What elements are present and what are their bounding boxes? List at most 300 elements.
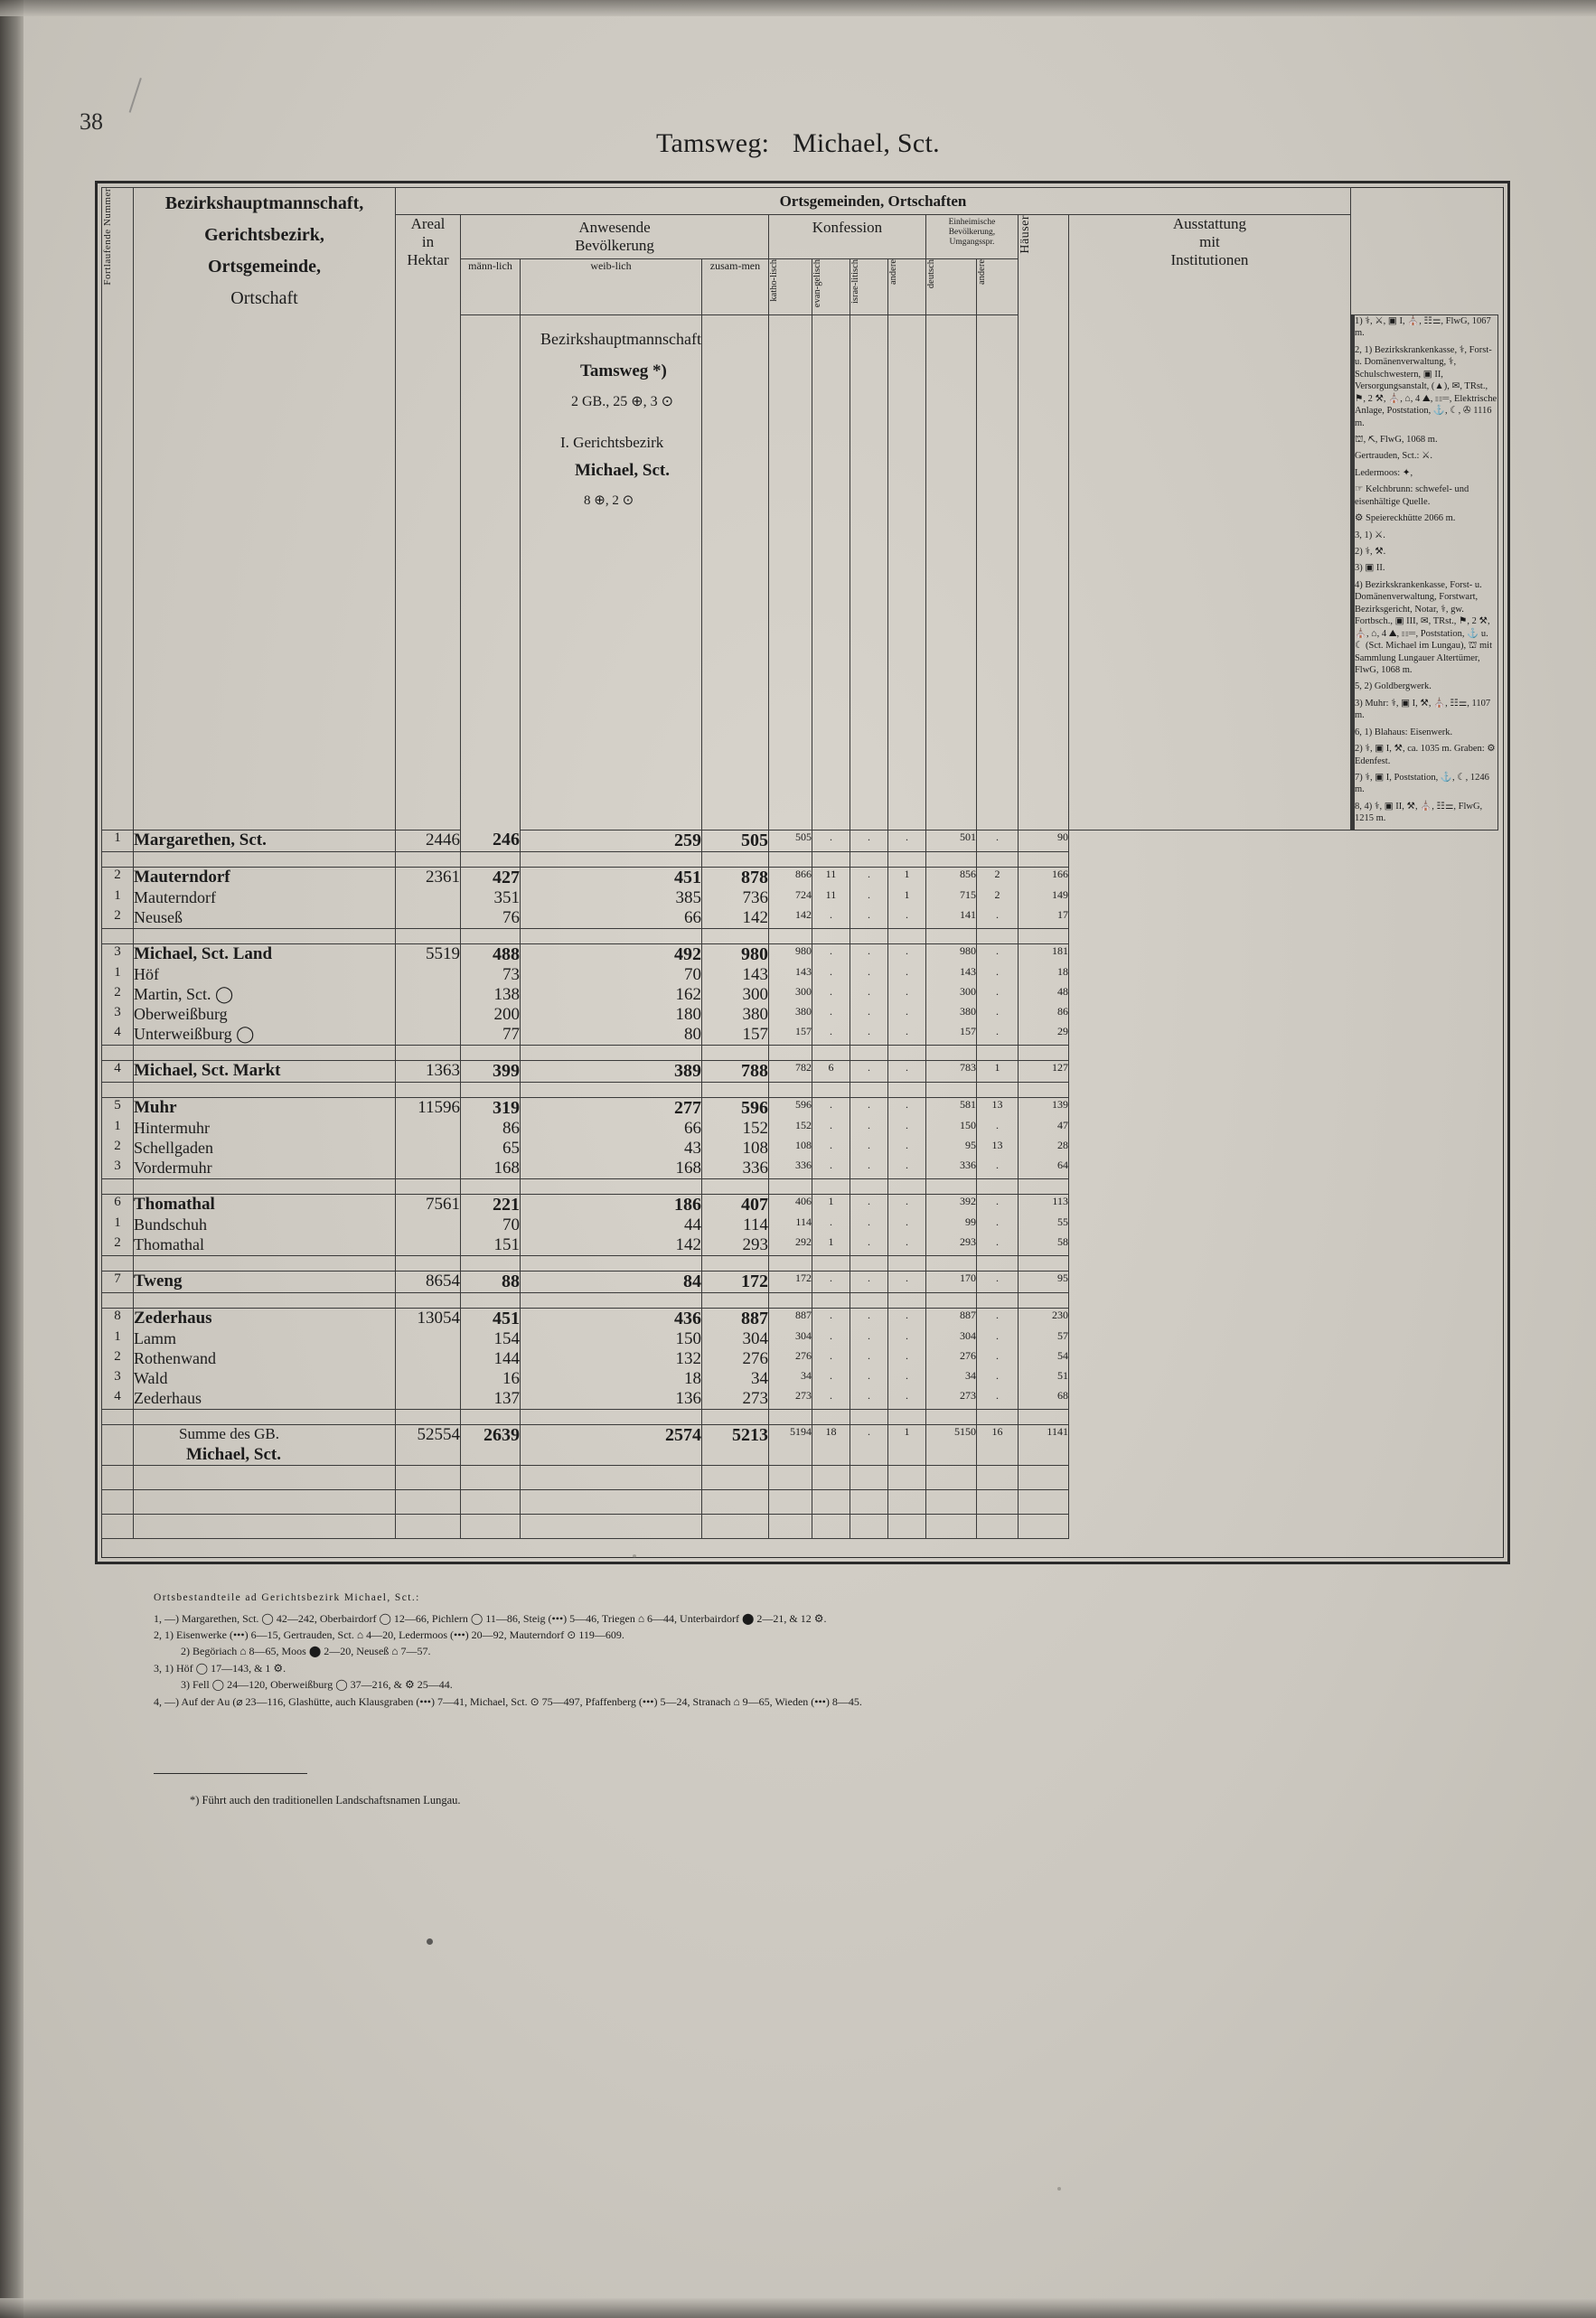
header-areal-l3: Hektar (407, 251, 449, 268)
cell-andere-konfession: . (887, 1005, 925, 1025)
page-title (0, 128, 1596, 159)
ausstattung-note: 7) ⚕, ▣ I, Poststation, ⚓, ☾, 1246 m. (1354, 773, 1489, 795)
spacer-cell (887, 1409, 925, 1424)
spacer-cell (701, 1045, 768, 1060)
row-place-name: Vordermuhr (134, 1159, 396, 1179)
table-spacer-row (102, 928, 1498, 943)
ausstattung-note: 3) ▣ II. (1354, 563, 1385, 574)
ausstattung-note: ☞ Kelchbrunn: schwefel- und eisenhältige Quelle. (1354, 484, 1469, 507)
cell-andere-sprache: . (976, 965, 1018, 985)
cell-zusammen: 300 (701, 985, 768, 1005)
ausstattung-note: ⚙ Speiereckhütte 2066 m. (1354, 513, 1456, 524)
cell-andere-sprache: . (976, 1119, 1018, 1139)
cell-weiblich: 162 (521, 985, 702, 1005)
ausstattung-note: 2) ⚕, ⚒. (1354, 547, 1386, 557)
row-number: 3 (102, 943, 134, 965)
summary-label-line1: Summe des GB. (179, 1424, 279, 1442)
spacer-cell (925, 1082, 976, 1097)
spacer-cell (1018, 1082, 1068, 1097)
spacer-cell (521, 1409, 702, 1424)
row-number: 6 (102, 1194, 134, 1215)
cell-maennlich: 77 (461, 1025, 521, 1046)
spacer-cell (768, 1292, 812, 1308)
cell-maennlich: 138 (461, 985, 521, 1005)
spacer-cell (701, 1255, 768, 1271)
intro-line5: Michael, Sct. (575, 461, 671, 480)
spacer-cell (976, 1178, 1018, 1194)
cell-evangelisch: . (812, 943, 850, 965)
cell-maennlich: 200 (461, 1005, 521, 1025)
spacer-cell (134, 1255, 396, 1271)
filler-cell (102, 1465, 134, 1489)
footnotes-lines (154, 1611, 1491, 1710)
cell-israelitisch: . (850, 1271, 887, 1292)
header-einh-l2: Bevölkerung, (948, 227, 996, 237)
cell-andere-konfession: . (887, 1194, 925, 1215)
spacer-cell (976, 851, 1018, 867)
cell-andere-konfession: . (887, 830, 925, 851)
header-einh-l3: Umgangsspr. (949, 237, 995, 247)
footnote-line: 2) Begöriach ⌂ 8—65, Moos ⬤ 2—20, Neuseß ⌂ 7—57. (181, 1645, 431, 1658)
cell-evangelisch: . (812, 1139, 850, 1159)
cell-zusammen: 276 (701, 1349, 768, 1369)
row-place-name: Bundschuh (134, 1215, 396, 1235)
cell-haeuser: 47 (1018, 1119, 1068, 1139)
spacer-cell (701, 1409, 768, 1424)
cell-zusammen: 143 (701, 965, 768, 985)
summary-evangelisch: 18 (812, 1424, 850, 1465)
header-zusammen-label: zusam-men (709, 259, 761, 272)
row-number: 7 (102, 1271, 134, 1292)
table-row (102, 1308, 1498, 1329)
header-areal-l1: Areal (410, 215, 446, 232)
statistics-table (101, 187, 1498, 1539)
header-areal (396, 215, 461, 831)
row-number: 4 (102, 1389, 134, 1410)
intro-w (812, 315, 850, 831)
spacer-cell (396, 851, 461, 867)
cell-evangelisch: 1 (812, 1235, 850, 1256)
cell-deutsch: 293 (925, 1235, 976, 1256)
header-ausst-l2: mit (1199, 233, 1220, 250)
spacer-cell (925, 1178, 976, 1194)
cell-evangelisch: . (812, 1159, 850, 1179)
filler-cell (396, 1465, 461, 1489)
cell-evangelisch: 1 (812, 1194, 850, 1215)
cell-evangelisch: 6 (812, 1060, 850, 1082)
spacer-cell (701, 1178, 768, 1194)
cell-haeuser: 230 (1018, 1308, 1068, 1329)
cell-katholisch: 142 (768, 908, 812, 929)
cell-haeuser: 17 (1018, 908, 1068, 929)
cell-areal (396, 1215, 461, 1235)
filler-cell (812, 1514, 850, 1538)
ausstattung-note: Ledermoos: ✦, (1354, 467, 1413, 478)
cell-haeuser: 57 (1018, 1329, 1068, 1349)
cell-katholisch: 406 (768, 1194, 812, 1215)
cell-andere-sprache: . (976, 908, 1018, 929)
spacer-cell (925, 928, 976, 943)
cell-haeuser: 18 (1018, 965, 1068, 985)
cell-zusammen: 380 (701, 1005, 768, 1025)
cell-haeuser: 68 (1018, 1389, 1068, 1410)
filler-cell (134, 1489, 396, 1514)
header-og-label: Ortsgemeinde, (208, 257, 321, 277)
cell-haeuser: 55 (1018, 1215, 1068, 1235)
spacer-cell (521, 1045, 702, 1060)
spacer-cell (134, 1178, 396, 1194)
cell-haeuser: 58 (1018, 1235, 1068, 1256)
filler-cell (1018, 1465, 1068, 1489)
cell-andere-sprache: 13 (976, 1139, 1018, 1159)
cell-deutsch: 887 (925, 1308, 976, 1329)
summary-label-line2: Michael, Sct. (186, 1444, 282, 1464)
cell-andere-konfession: . (887, 1235, 925, 1256)
cell-maennlich: 16 (461, 1369, 521, 1389)
cell-weiblich: 168 (521, 1159, 702, 1179)
cell-weiblich: 385 (521, 888, 702, 908)
spacer-cell (396, 928, 461, 943)
top-shadow (0, 0, 1596, 16)
table-filler-row (102, 1489, 1498, 1514)
summary-label (134, 1424, 396, 1465)
cell-weiblich: 84 (521, 1271, 702, 1292)
footnote-line: 3, 1) Höf ◯ 17—143, & 1 ⚙. (154, 1661, 286, 1675)
intro-line4: I. Gerichtsbezirk (560, 434, 664, 451)
cell-areal (396, 965, 461, 985)
spacer-cell (102, 1178, 134, 1194)
header-andere-spr-label: andere (976, 259, 987, 285)
header-anwesende (461, 215, 769, 259)
cell-weiblich: 66 (521, 1119, 702, 1139)
spacer-cell (768, 1178, 812, 1194)
row-place-name: Margarethen, Sct. (134, 830, 396, 851)
cell-deutsch: 34 (925, 1369, 976, 1389)
cell-katholisch: 304 (768, 1329, 812, 1349)
cell-andere-sprache: . (976, 1215, 1018, 1235)
cell-areal (396, 1369, 461, 1389)
summary-haeuser: 1141 (1018, 1424, 1068, 1465)
cell-maennlich: 221 (461, 1194, 521, 1215)
ausstattung-note: 1) ⚕, ⚔, ▣ I, ⛪, ☷⚌, FlwG, 1067 m. (1354, 316, 1491, 339)
spacer-cell (850, 1178, 887, 1194)
cell-haeuser: 90 (1018, 830, 1068, 851)
cell-evangelisch: . (812, 1215, 850, 1235)
spacer-cell (812, 1045, 850, 1060)
filler-cell (461, 1514, 521, 1538)
cell-weiblich: 44 (521, 1215, 702, 1235)
spacer-cell (976, 1255, 1018, 1271)
header-ausst-l3: Institutionen (1170, 251, 1249, 268)
cell-zusammen: 336 (701, 1159, 768, 1179)
cell-deutsch: 150 (925, 1119, 976, 1139)
header-running-no (102, 188, 134, 831)
cell-zusammen: 596 (701, 1097, 768, 1119)
spacer-cell (850, 1409, 887, 1424)
cell-israelitisch: . (850, 965, 887, 985)
cell-evangelisch: . (812, 830, 850, 851)
cell-evangelisch: . (812, 1005, 850, 1025)
spacer-cell (134, 928, 396, 943)
cell-katholisch: 380 (768, 1005, 812, 1025)
cell-areal (396, 888, 461, 908)
filler-cell (887, 1514, 925, 1538)
spacer-cell (850, 1292, 887, 1308)
table-row (102, 867, 1498, 888)
filler-cell (134, 1514, 396, 1538)
filler-cell (976, 1489, 1018, 1514)
cell-andere-konfession: . (887, 1060, 925, 1082)
cell-areal (396, 1025, 461, 1046)
filler-cell (1018, 1489, 1068, 1514)
cell-andere-sprache: . (976, 943, 1018, 965)
spacer-cell (396, 1082, 461, 1097)
filler-cell (396, 1489, 461, 1514)
cell-israelitisch: . (850, 888, 887, 908)
filler-cell (925, 1465, 976, 1489)
table-filler-row (102, 1465, 1498, 1489)
table-row (102, 1271, 1498, 1292)
header-evangelisch-label: evan-gelisch (812, 259, 822, 308)
cell-areal: 2446 (396, 830, 461, 851)
row-place-name: Mauterndorf (134, 867, 396, 888)
cell-haeuser: 28 (1018, 1139, 1068, 1159)
spacer-cell (102, 1082, 134, 1097)
cell-evangelisch: . (812, 965, 850, 985)
table-row (102, 1139, 1498, 1159)
cell-israelitisch: . (850, 1369, 887, 1389)
spacer-cell (521, 928, 702, 943)
spacer-cell (976, 1082, 1018, 1097)
cell-israelitisch: . (850, 1025, 887, 1046)
intro-ev (925, 315, 976, 831)
header-konfession (768, 215, 925, 259)
cell-areal (396, 1329, 461, 1349)
cell-andere-konfession: . (887, 908, 925, 929)
cell-haeuser: 29 (1018, 1025, 1068, 1046)
header-andere-konf (887, 259, 925, 315)
page-number: 38 (80, 108, 103, 135)
cell-weiblich: 132 (521, 1349, 702, 1369)
cell-deutsch: 581 (925, 1097, 976, 1119)
summary-katholisch: 5194 (768, 1424, 812, 1465)
cell-evangelisch: . (812, 1097, 850, 1119)
filler-cell (461, 1489, 521, 1514)
footnotes-block (154, 1591, 1491, 1711)
summary-row (102, 1424, 1498, 1465)
cell-deutsch: 715 (925, 888, 976, 908)
row-place-name: Höf (134, 965, 396, 985)
summary-israelitisch: . (850, 1424, 887, 1465)
cell-areal (396, 1005, 461, 1025)
cell-zusammen: 505 (701, 830, 768, 851)
cell-haeuser: 127 (1018, 1060, 1068, 1082)
cell-weiblich: 259 (521, 830, 702, 851)
cell-israelitisch: . (850, 830, 887, 851)
cell-deutsch: 276 (925, 1349, 976, 1369)
spacer-cell (521, 851, 702, 867)
intro-z (850, 315, 887, 831)
spacer-cell (134, 1045, 396, 1060)
table-row (102, 1215, 1498, 1235)
cell-evangelisch: . (812, 1025, 850, 1046)
row-number: 2 (102, 1235, 134, 1256)
spacer-cell (1018, 1292, 1068, 1308)
cell-israelitisch: . (850, 1329, 887, 1349)
filler-cell (396, 1514, 461, 1538)
intro-line2: Tamsweg *) (580, 361, 667, 380)
cell-areal (396, 1159, 461, 1179)
cell-areal: 8654 (396, 1271, 461, 1292)
cell-zusammen: 293 (701, 1235, 768, 1256)
cell-haeuser: 181 (1018, 943, 1068, 965)
table-row (102, 1235, 1498, 1256)
cell-zusammen: 887 (701, 1308, 768, 1329)
cell-weiblich: 436 (521, 1308, 702, 1329)
cell-katholisch: 143 (768, 965, 812, 985)
cell-andere-konfession: . (887, 1389, 925, 1410)
header-einheimische (925, 215, 1018, 259)
row-place-name: Michael, Sct. Land (134, 943, 396, 965)
cell-katholisch: 980 (768, 943, 812, 965)
cell-weiblich: 186 (521, 1194, 702, 1215)
cell-deutsch: 380 (925, 1005, 976, 1025)
row-place-name: Zederhaus (134, 1389, 396, 1410)
ink-speck (427, 1938, 433, 1945)
filler-cell (768, 1514, 812, 1538)
intro-m (768, 315, 812, 831)
cell-andere-sprache: . (976, 1271, 1018, 1292)
cell-haeuser: 48 (1018, 985, 1068, 1005)
cell-zusammen: 108 (701, 1139, 768, 1159)
header-israelitisch (850, 259, 887, 315)
spacer-cell (812, 1409, 850, 1424)
cell-haeuser: 113 (1018, 1194, 1068, 1215)
ausstattung-note: 2, 1) Bezirkskrankenkasse, ⚕, Forst- u. Domänenverwaltung, ⚕, Schulschwestern, ▣ II, Versorgungsanstalt, (▲), ✉, TRst., ⚑, 2 ⚒, ⛪, ⌂, 4 ⛰, ☷⚌, Elektrische Anlage, Poststation, ⚓, ☾, ✇ 1116 m. (1354, 344, 1497, 428)
cell-evangelisch: . (812, 1369, 850, 1389)
cell-zusammen: 34 (701, 1369, 768, 1389)
row-number: 3 (102, 1005, 134, 1025)
ausstattung-column (1354, 315, 1497, 831)
cell-israelitisch: . (850, 867, 887, 888)
binding-edge (0, 0, 23, 2318)
header-bh-label: Bezirkshauptmannschaft, (164, 193, 364, 213)
spacer-cell (396, 1045, 461, 1060)
header-areal-l2: in (421, 233, 435, 250)
spacer-cell (768, 1082, 812, 1097)
cell-andere-sprache: . (976, 1329, 1018, 1349)
cell-andere-sprache: 2 (976, 867, 1018, 888)
cell-weiblich: 150 (521, 1329, 702, 1349)
cell-andere-konfession: . (887, 1329, 925, 1349)
cell-andere-konfession: . (887, 1159, 925, 1179)
cell-weiblich: 451 (521, 867, 702, 888)
summary-andere-konfession: 1 (887, 1424, 925, 1465)
cell-deutsch: 501 (925, 830, 976, 851)
filler-cell (887, 1489, 925, 1514)
cell-maennlich: 76 (461, 908, 521, 929)
filler-cell (850, 1514, 887, 1538)
cell-maennlich: 246 (461, 830, 521, 851)
cell-zusammen: 152 (701, 1119, 768, 1139)
header-zusammen (701, 259, 768, 315)
cell-israelitisch: . (850, 908, 887, 929)
row-place-name: Mauterndorf (134, 888, 396, 908)
cell-andere-konfession: . (887, 1271, 925, 1292)
row-number: 3 (102, 1369, 134, 1389)
spacer-cell (701, 928, 768, 943)
cell-maennlich: 65 (461, 1139, 521, 1159)
header-konfession-label: Konfession (812, 219, 883, 236)
cell-katholisch: 273 (768, 1389, 812, 1410)
header-weiblich (521, 259, 702, 315)
table-spacer-row (102, 1045, 1498, 1060)
row-place-name: Lamm (134, 1329, 396, 1349)
cell-haeuser: 139 (1018, 1097, 1068, 1119)
header-deutsch-label: deutsch (925, 259, 936, 289)
cell-zusammen: 157 (701, 1025, 768, 1046)
table-spacer-row (102, 1409, 1498, 1424)
filler-cell (850, 1489, 887, 1514)
cell-deutsch: 980 (925, 943, 976, 965)
cell-katholisch: 887 (768, 1308, 812, 1329)
spacer-cell (887, 1178, 925, 1194)
spacer-cell (1018, 851, 1068, 867)
table-row (102, 1349, 1498, 1369)
cell-areal (396, 1139, 461, 1159)
spacer-cell (701, 1292, 768, 1308)
cell-areal (396, 1119, 461, 1139)
cell-deutsch: 300 (925, 985, 976, 1005)
table-spacer-row (102, 1292, 1498, 1308)
cell-israelitisch: . (850, 1308, 887, 1329)
spacer-cell (461, 1255, 521, 1271)
row-number: 2 (102, 1349, 134, 1369)
row-number: 2 (102, 908, 134, 929)
row-place-name: Thomathal (134, 1194, 396, 1215)
cell-haeuser: 51 (1018, 1369, 1068, 1389)
cell-israelitisch: . (850, 1060, 887, 1082)
row-place-name: Zederhaus (134, 1308, 396, 1329)
ausstattung-note: 8, 4) ⚕, ▣ II, ⚒, ⛪, ☷⚌, FlwG, 1215 m. (1354, 801, 1483, 824)
row-place-name: Tweng (134, 1271, 396, 1292)
cell-areal (396, 1349, 461, 1369)
spacer-cell (812, 1292, 850, 1308)
header-place-column (134, 188, 396, 831)
cell-evangelisch: . (812, 1308, 850, 1329)
spacer-cell (976, 1045, 1018, 1060)
cell-evangelisch: 11 (812, 867, 850, 888)
cell-haeuser: 149 (1018, 888, 1068, 908)
spacer-cell (1018, 1255, 1068, 1271)
header-katholisch-label: katho-lisch (768, 259, 779, 302)
cell-katholisch: 505 (768, 830, 812, 851)
row-place-name: Wald (134, 1369, 396, 1389)
cell-zusammen: 273 (701, 1389, 768, 1410)
cell-israelitisch: . (850, 1097, 887, 1119)
spacer-cell (768, 928, 812, 943)
header-ortschaft-label: Ortschaft (230, 288, 298, 308)
ausstattung-note: 3, 1) ⚔. (1354, 530, 1385, 540)
header-group-ortsgemeinden (396, 188, 1351, 215)
cell-haeuser: 86 (1018, 1005, 1068, 1025)
spacer-cell (134, 1409, 396, 1424)
footnote-line: 4, —) Auf der Au (⌀ 23—116, Glashütte, auch Klausgraben (•••) 7—41, Michael, Sct. ⊙ 75—497, Pfaffenberg (•••) 5—24, Stranach ⌂ 9—65, Wieden (•••) 8—45. (154, 1694, 862, 1708)
cell-areal: 11596 (396, 1097, 461, 1119)
cell-katholisch: 596 (768, 1097, 812, 1119)
intro-line1: Bezirkshauptmannschaft (540, 330, 701, 348)
row-place-name: Michael, Sct. Markt (134, 1060, 396, 1082)
